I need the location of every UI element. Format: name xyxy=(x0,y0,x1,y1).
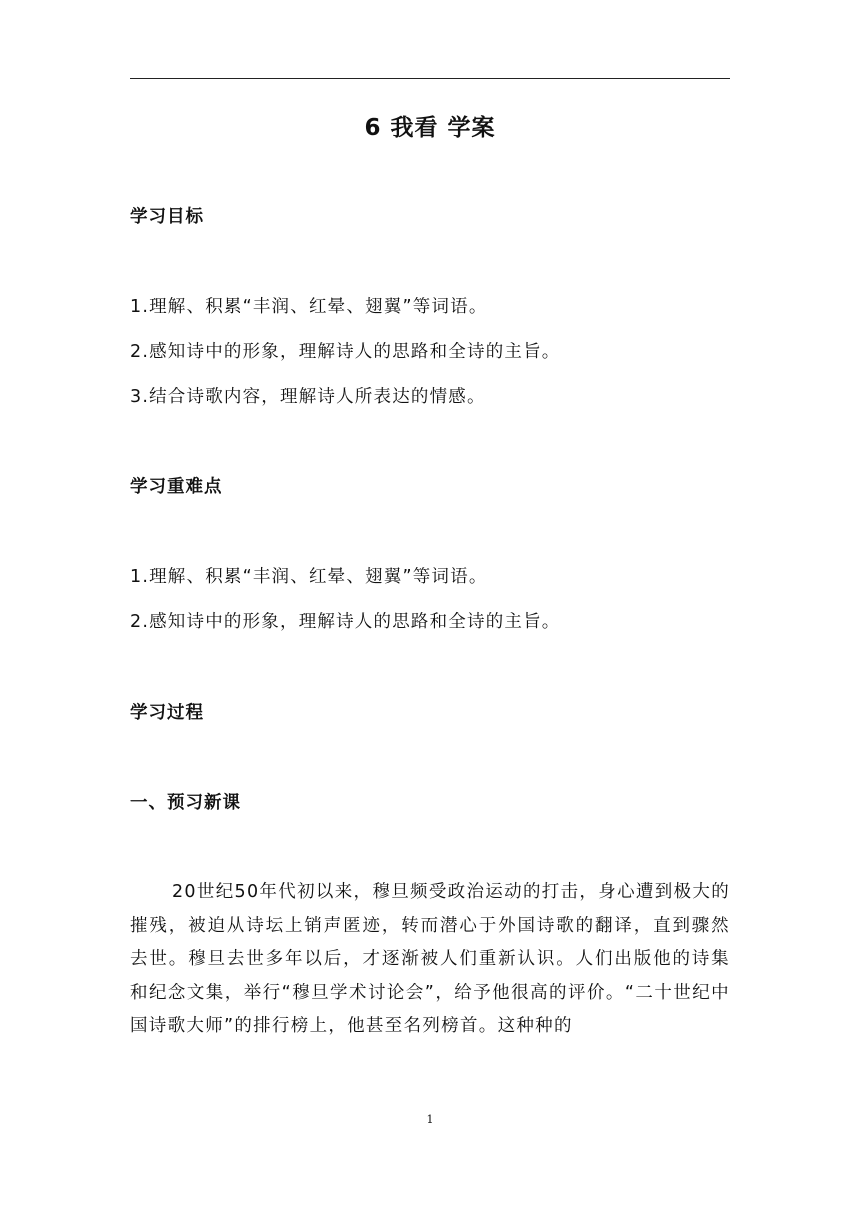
objective-item-3: 3.结合诗歌内容，理解诗人所表达的情感。 xyxy=(130,387,486,407)
objective-item-1: 1.理解、积累“丰润、红晕、翅翼”等词语。 xyxy=(130,297,488,317)
key-point-item-2: 2.感知诗中的形象，理解诗人的思路和全诗的主旨。 xyxy=(130,612,561,632)
key-points-heading: 学习重难点 xyxy=(130,477,223,497)
objectives-heading: 学习目标 xyxy=(130,207,204,227)
preview-heading: 一、预习新课 xyxy=(130,793,241,813)
document-title: 6 我看 学案 xyxy=(364,115,496,141)
objective-item-2: 2.感知诗中的形象，理解诗人的思路和全诗的主旨。 xyxy=(130,342,561,362)
header-rule xyxy=(130,78,730,79)
page-number: 1 xyxy=(426,1113,434,1126)
key-point-item-1: 1.理解、积累“丰润、红晕、翅翼”等词语。 xyxy=(130,567,488,587)
preview-paragraph: 20世纪50年代初以来，穆旦频受政治运动的打击，身心遭到极大的摧残，被迫从诗坛上销声匿迹，转而潜心于外国诗歌的翻译，直到骤然去世。穆旦去世多年以后，才逐渐被人们重新认识。人们出版他的诗集和纪念文集，举行“穆旦学术讨论会”，给予他很高的评价。“二十世纪中国诗歌大师”的排行榜上，他甚至名列榜首。这种种的 xyxy=(130,882,730,1036)
process-heading: 学习过程 xyxy=(130,703,204,723)
